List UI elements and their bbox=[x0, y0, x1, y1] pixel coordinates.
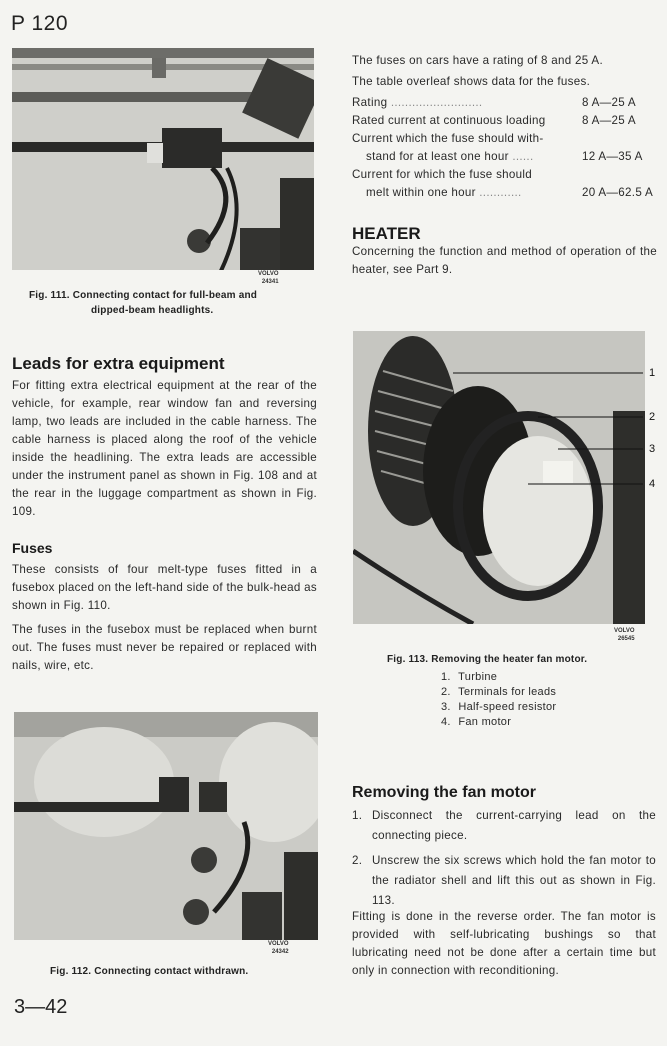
callout-lines bbox=[353, 331, 645, 624]
step-item: 1. Disconnect the current-carrying lead on the connecting piece. bbox=[352, 809, 656, 842]
fig-112-caption: Fig. 112. Connecting contact withdrawn. bbox=[50, 966, 249, 977]
removal-steps bbox=[352, 806, 656, 916]
fuses-paragraph-1: These consists of four melt-type fuses fitted in a fusebox placed on the left-hand side of the bulk-head as shown in Fig. 110. bbox=[12, 563, 317, 612]
fig-112-photo bbox=[14, 712, 318, 940]
leads-paragraph: For fitting extra electrical equipment at the rear of the vehicle, for example, rear window fan and reversing lamp, two leads are included in the cable harness. The cable harness is placed along the roof of the vehicle inside the headlining. The extra leads are accessible under the instrument panel as shown in Fig. 108 and at the rear in the luggage compartment as shown in Fig. 109. bbox=[12, 379, 317, 518]
fuse-data-table bbox=[352, 94, 657, 202]
callout-3: 3 bbox=[649, 443, 656, 455]
fig-113-photo bbox=[353, 331, 645, 624]
removing-heading: Removing the fan motor bbox=[352, 784, 537, 801]
page-header-label: P 120 bbox=[11, 12, 68, 35]
heater-heading: HEATER bbox=[352, 224, 421, 243]
fig-113-caption: Fig. 113. Removing the heater fan motor. bbox=[387, 654, 588, 665]
legend-item: 3. Half-speed resistor bbox=[441, 701, 557, 713]
legend-item: 2. Terminals for leads bbox=[441, 686, 557, 698]
step-item: 2. Unscrew the six screws which hold the fan motor to the radiator shell and lift this out as shown in Fig. 113. bbox=[352, 854, 656, 907]
fig-113-legend bbox=[441, 670, 556, 730]
fuse-table-row: Current which the fuse should with- bbox=[352, 132, 544, 145]
fitting-paragraph: Fitting is done in the reverse order. The fan motor is provided with self-lubricating bushings so that lubricating need not be done after a certain time but only in connection with reconditioning. bbox=[352, 910, 656, 977]
fig-112-code: VOLVO 24342 bbox=[268, 941, 289, 955]
legend-item: 4. Fan motor bbox=[441, 716, 512, 728]
fuse-table-row: stand for at least one hour ...... 12 A—35 A bbox=[366, 150, 643, 163]
heater-paragraph: Concerning the function and method of operation of the heater, see Part 9. bbox=[352, 245, 657, 276]
callout-1: 1 bbox=[649, 367, 656, 379]
fuses-paragraph-2: The fuses in the fusebox must be replaced when burnt out. The fuses must never be repaired or replaced with nails, wire, etc. bbox=[12, 623, 317, 672]
fuse-table-row: Rating .......................... 8 A—25 A bbox=[352, 96, 636, 109]
callout-4: 4 bbox=[649, 478, 656, 490]
headlight-connector-image bbox=[12, 48, 314, 270]
page-number: 3—42 bbox=[14, 996, 68, 1018]
fuses-intro-1: The fuses on cars have a rating of 8 and 25 A. bbox=[352, 54, 603, 67]
fig-111-caption: Fig. 111. Connecting contact for full-beam and dipped-beam headlights. bbox=[29, 290, 258, 316]
fig-111-code: VOLVO 24341 bbox=[258, 271, 279, 285]
fuse-table-row: melt within one hour ............ 20 A—62.5 A bbox=[366, 186, 653, 199]
fuse-table-row: Current for which the fuse should bbox=[352, 168, 533, 181]
legend-item: 1. Turbine bbox=[441, 671, 498, 683]
fig-111-photo bbox=[12, 48, 314, 270]
fuses-intro-2: The table overleaf shows data for the fuses. bbox=[352, 75, 591, 88]
contact-withdrawn-image bbox=[14, 712, 318, 940]
leads-heading: Leads for extra equipment bbox=[12, 354, 225, 373]
fuse-table-row: Rated current at continuous loading 8 A—25 A bbox=[352, 114, 636, 127]
callout-2: 2 bbox=[649, 411, 656, 423]
fuses-heading: Fuses bbox=[12, 540, 53, 556]
fig-113-code: VOLVO 26545 bbox=[614, 628, 635, 642]
